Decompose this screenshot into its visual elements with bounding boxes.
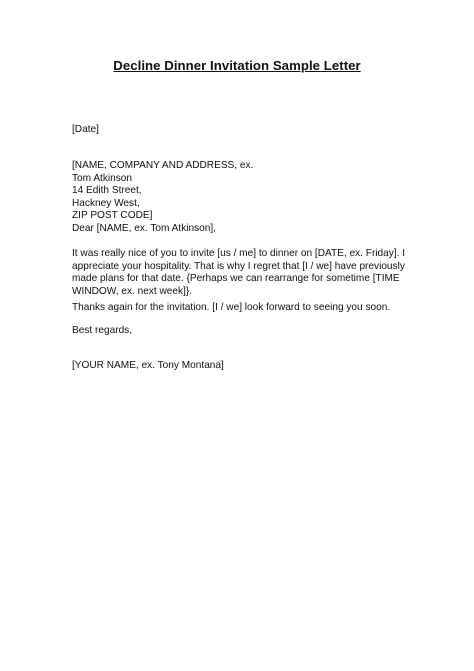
letter-salutation: [72, 223, 407, 236]
body-line: WINDOW, ex. next week]}.: [72, 285, 193, 297]
address-line: ZIP POST CODE]: [72, 210, 153, 221]
letter-date: [72, 124, 407, 137]
letter-closing: [72, 325, 407, 338]
letter-signature: [72, 360, 407, 373]
letter-thanks: [72, 302, 407, 315]
closing-text: Best regards,: [72, 325, 133, 336]
address-line: [NAME, COMPANY AND ADDRESS, ex.: [72, 160, 254, 171]
body-line: It was really nice of you to invite [us / me] to dinner on [DATE, ex. Friday]. I: [72, 248, 406, 259]
letter-title: Decline Dinner Invitation Sample Letter: [113, 58, 361, 73]
salutation-text: Dear [NAME, ex. Tom Atkinson],: [72, 223, 216, 234]
date-placeholder: [Date]: [72, 124, 99, 135]
address-line: 14 Edith Street,: [72, 185, 142, 196]
address-line: Hackney West,: [72, 197, 140, 209]
body-line: made plans for that date. {Perhaps we can rearrange for sometime [TIME: [72, 273, 400, 284]
recipient-address: [72, 160, 407, 223]
thanks-text: Thanks again for the invitation. [I / we] look forward to seeing you soon.: [72, 302, 391, 313]
body-line: appreciate your hospitality. That is why I regret that [I / we] have previously: [72, 260, 405, 272]
letter-body-paragraph: [72, 248, 407, 298]
signature-text: [YOUR NAME, ex. Tony Montana]: [72, 360, 224, 371]
address-line: Tom Atkinson: [72, 172, 133, 184]
